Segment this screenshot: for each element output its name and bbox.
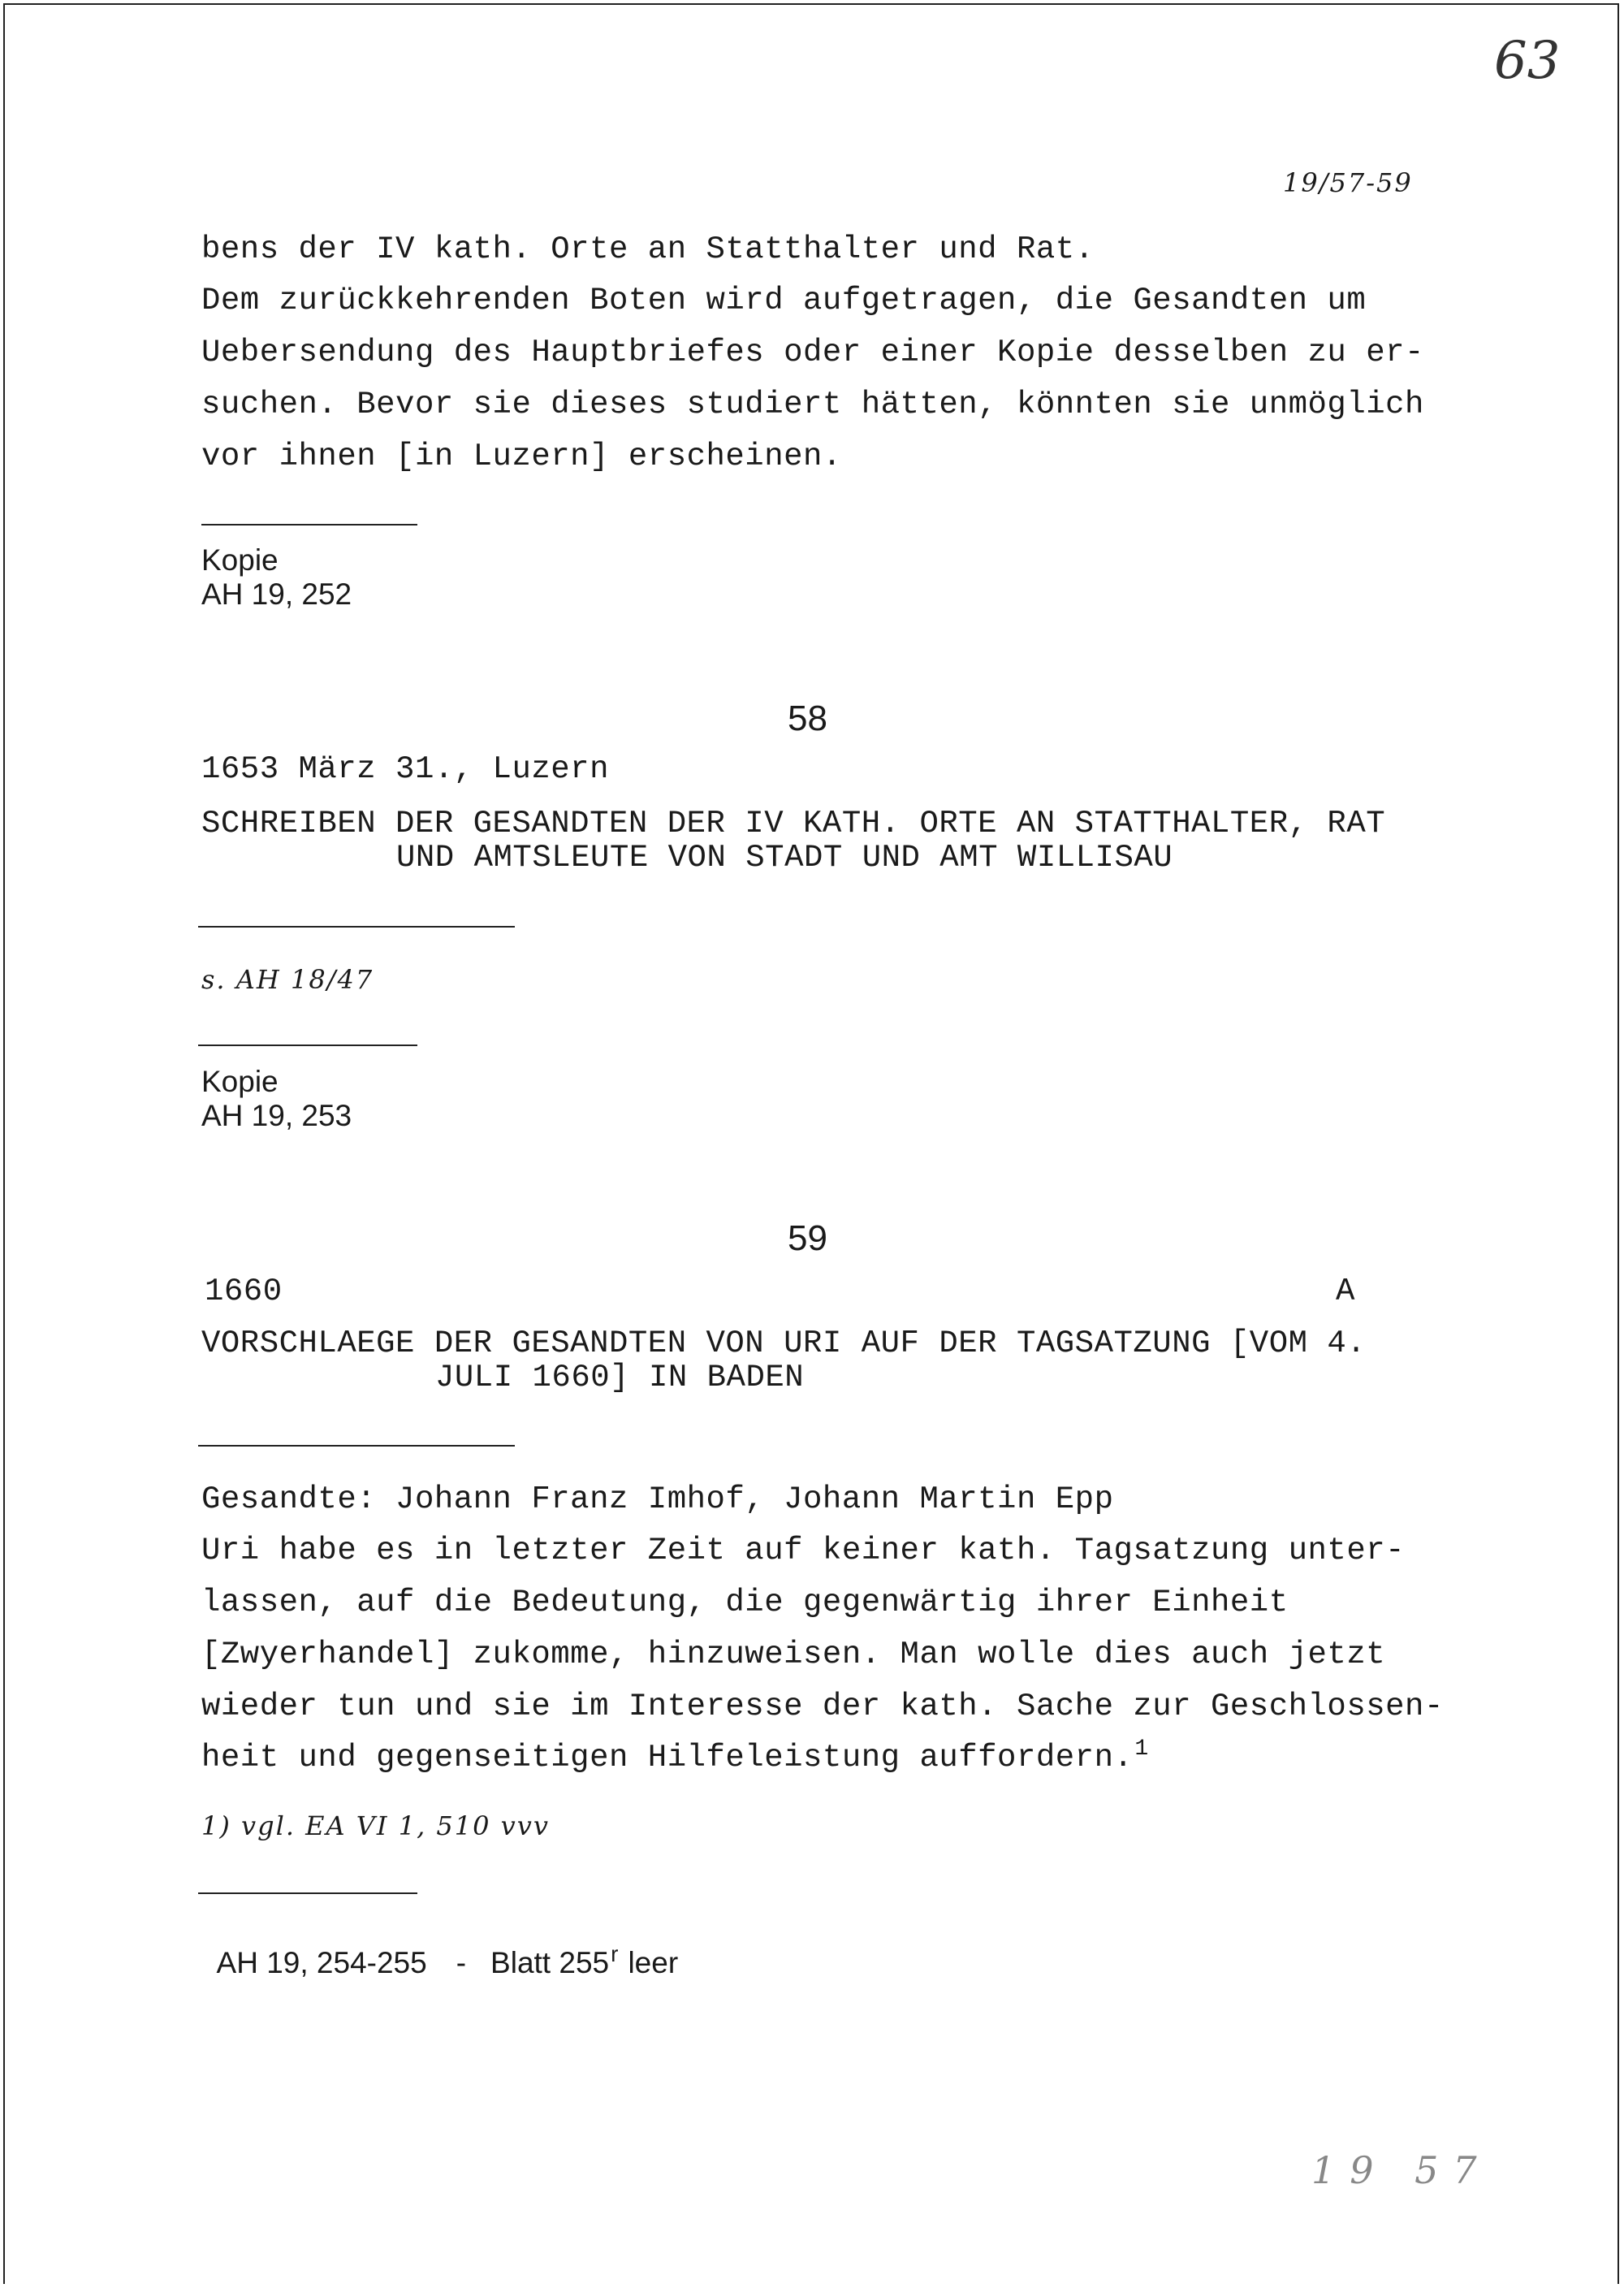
doc59-marker: A bbox=[1336, 1274, 1355, 1309]
doc58-source-ref: AH 19, 253 bbox=[201, 1099, 352, 1132]
doc59-number: 59 bbox=[788, 1218, 827, 1258]
doc59-separator-2 bbox=[198, 1892, 417, 1894]
header-reference: 19/57-59 bbox=[1283, 167, 1413, 198]
doc58-date-place: 1653 März 31., Luzern bbox=[201, 751, 609, 787]
doc57-line-2: Dem zurückkehrenden Boten wird aufgetragen, die Gesandten um bbox=[201, 283, 1367, 318]
doc59-blatt-note: leer bbox=[628, 1946, 679, 1979]
doc57-line-5: vor ihnen [in Luzern] erscheinen. bbox=[201, 439, 842, 474]
doc59-line-6 bbox=[201, 1737, 1149, 1775]
doc58-title-line-1: SCHREIBEN DER GESANDTEN DER IV KATH. ORTE AN STATTHALTER, RAT bbox=[201, 806, 1386, 841]
doc59-title-line-2: JULI 1660] IN BADEN bbox=[435, 1360, 805, 1395]
doc58-separator-2 bbox=[198, 1045, 417, 1046]
doc59-line-4: [Zwyerhandel] zukomme, hinzuweisen. Man wolle dies auch jetzt bbox=[201, 1637, 1386, 1672]
doc58-source-type: Kopie bbox=[201, 1065, 279, 1098]
doc59-line-1: Gesandte: Johann Franz Imhof, Johann Martin Epp bbox=[201, 1481, 1114, 1517]
doc57-source-ref: AH 19, 252 bbox=[201, 577, 352, 611]
doc58-title-line-2: UND AMTSLEUTE VON STADT UND AMT WILLISAU bbox=[396, 840, 1173, 876]
footnote-marker: 1 bbox=[1134, 1737, 1149, 1762]
doc59-blatt-sup: r bbox=[611, 1941, 619, 1966]
doc59-line-3: lassen, auf die Bedeutung, die gegenwärtig ihrer Einheit bbox=[201, 1585, 1289, 1620]
doc59-title-line-1: VORSCHLAEGE DER GESANDTEN VON URI AUF DER TAGSATZUNG [VOM 4. bbox=[201, 1326, 1367, 1361]
doc58-separator-1 bbox=[198, 926, 515, 928]
doc59-source-separator: - bbox=[456, 1946, 467, 1979]
doc59-blatt-label: Blatt 255 bbox=[490, 1946, 610, 1979]
doc57-separator bbox=[201, 524, 417, 526]
doc59-date: 1660 bbox=[205, 1274, 283, 1309]
doc59-line-2: Uri habe es in letzter Zeit auf keiner kath. Tagsatzung unter- bbox=[201, 1533, 1406, 1568]
doc57-line-1: bens der IV kath. Orte an Statthalter und Rat. bbox=[201, 231, 1095, 267]
doc59-source-ref: AH 19, 254-255 bbox=[216, 1946, 427, 1979]
handwritten-page-number: 63 bbox=[1494, 31, 1561, 91]
doc59-footnote: 1) vgl. EA VI 1, 510 vvv bbox=[201, 1810, 550, 1841]
doc58-number: 58 bbox=[788, 699, 827, 738]
doc57-line-3: Uebersendung des Hauptbriefes oder einer Kopie desselben zu er- bbox=[201, 335, 1424, 370]
doc57-line-4: suchen. Bevor sie dieses studiert hätten, könnten sie unmöglich bbox=[201, 387, 1424, 422]
doc58-cross-ref: s. AH 18/47 bbox=[201, 964, 374, 995]
handwritten-bottom-note: 19 57 bbox=[1311, 2148, 1492, 2192]
doc59-line-6-text: heit und gegenseitigen Hilfeleistung auffordern. bbox=[201, 1740, 1134, 1775]
doc59-line-5: wieder tun und sie im Interesse der kath. Sache zur Geschlossen- bbox=[201, 1689, 1444, 1724]
doc57-source-type: Kopie bbox=[201, 543, 279, 577]
doc59-source-line bbox=[201, 1912, 678, 1980]
doc59-separator-1 bbox=[198, 1445, 515, 1447]
